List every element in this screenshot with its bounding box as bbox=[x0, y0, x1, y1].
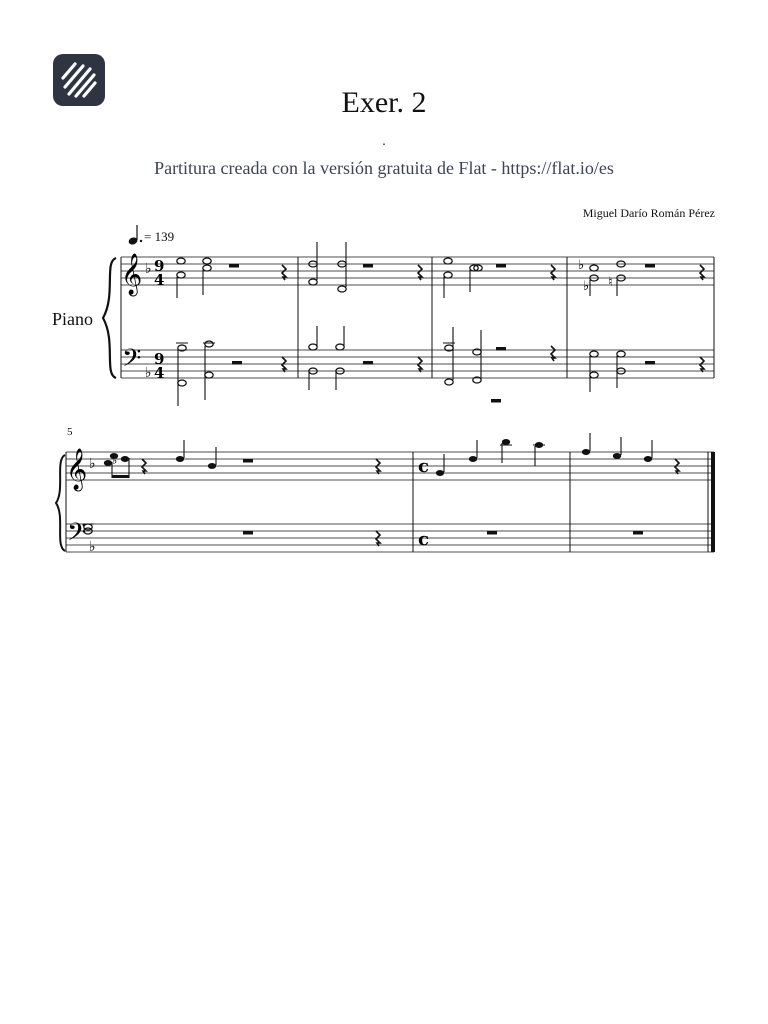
treble-clef-icon: 𝄞 bbox=[121, 254, 143, 295]
score-subtitle: Partitura creada con la versión gratuita de Flat - https://flat.io/es bbox=[154, 158, 614, 178]
brace bbox=[56, 455, 65, 551]
svg-text:♭: ♭ bbox=[578, 258, 585, 273]
common-time-icon: c bbox=[418, 456, 429, 477]
svg-text:♮: ♮ bbox=[608, 275, 613, 290]
system-2 bbox=[56, 433, 715, 555]
brace bbox=[103, 258, 116, 378]
treble-staff bbox=[121, 257, 714, 285]
tempo-marking: = 139 bbox=[144, 229, 175, 244]
tempo-note-icon bbox=[128, 225, 143, 246]
measure-number: 5 bbox=[67, 426, 73, 438]
svg-text:♭: ♭ bbox=[145, 261, 152, 277]
common-time-icon: c bbox=[418, 529, 429, 550]
treble-clef-icon: 𝄞 bbox=[66, 449, 88, 490]
score-title: Exer. 2 bbox=[341, 86, 427, 119]
svg-text:♭: ♭ bbox=[89, 456, 96, 472]
time-signature bbox=[154, 257, 164, 382]
instrument-name: Piano bbox=[52, 309, 94, 329]
bass-clef-icon: 𝄢 bbox=[67, 518, 87, 553]
svg-text:4: 4 bbox=[154, 271, 165, 289]
svg-text:4: 4 bbox=[154, 364, 165, 382]
svg-text:♭: ♭ bbox=[583, 279, 590, 294]
svg-text:9: 9 bbox=[154, 350, 165, 368]
svg-text:♭: ♭ bbox=[112, 454, 118, 467]
system-1 bbox=[103, 242, 714, 406]
composer-name: Miguel Darío Román Pérez bbox=[582, 206, 715, 220]
bass-clef-icon: 𝄢 bbox=[122, 344, 142, 379]
subtitle-dot: . bbox=[382, 134, 386, 149]
svg-text:♭: ♭ bbox=[89, 539, 96, 555]
svg-text:♭: ♭ bbox=[145, 365, 152, 381]
svg-text:9: 9 bbox=[154, 257, 165, 275]
final-barline bbox=[711, 452, 715, 552]
